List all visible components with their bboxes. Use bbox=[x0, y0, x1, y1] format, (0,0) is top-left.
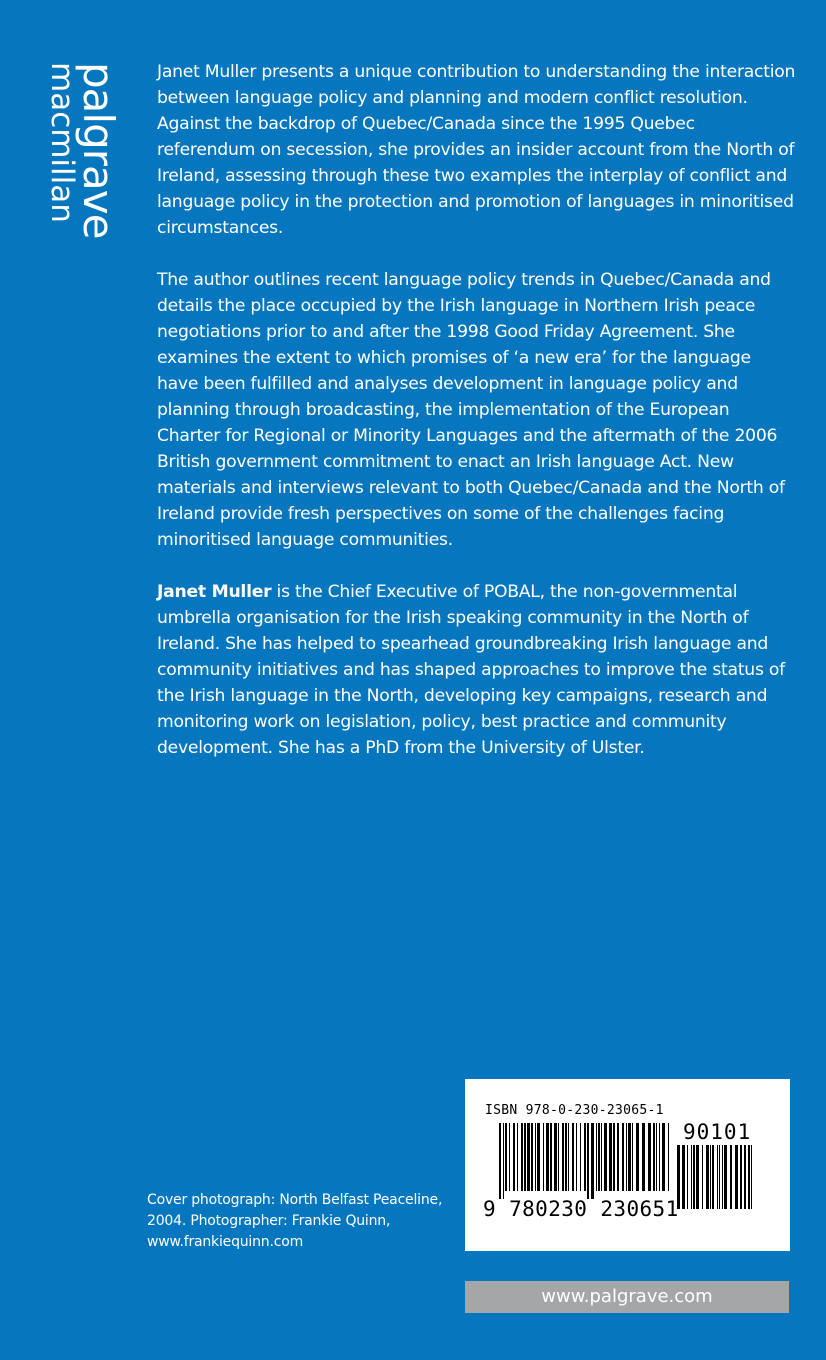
barcode-bar bbox=[558, 1123, 559, 1191]
barcode-main-digits: 9 780230 230651 bbox=[483, 1197, 679, 1221]
barcode-addon-digits: 90101 bbox=[683, 1120, 752, 1144]
barcode-bar bbox=[580, 1123, 581, 1191]
barcode-bar bbox=[524, 1123, 526, 1191]
barcode-bar bbox=[521, 1123, 523, 1191]
isbn-label: ISBN 978-0-230-23065-1 bbox=[485, 1103, 664, 1118]
author-name: Janet Muller bbox=[157, 582, 272, 602]
barcode-bar bbox=[596, 1123, 597, 1191]
barcode-bar bbox=[535, 1123, 536, 1191]
barcode-bar bbox=[591, 1123, 594, 1199]
blurb-paragraph-1: Janet Muller presents a unique contribution to understanding the interaction between language policy and planning and modern conflict resolution. Against the backdrop of Quebec/Canada since the 1995 Quebec referendum on secession, she provides an insider account from the North of Ireland, assessing through these two examples the interplay of conflict and language policy in the protection and promotion of languages in minoritised circumstances. bbox=[157, 62, 796, 238]
barcode-bar bbox=[642, 1123, 645, 1191]
barcode-bar bbox=[717, 1145, 718, 1209]
barcode-bar bbox=[572, 1123, 574, 1191]
barcode-bar bbox=[730, 1145, 732, 1209]
barcode-bar bbox=[710, 1145, 711, 1209]
barcode-bar bbox=[568, 1123, 569, 1191]
barcode-bar bbox=[656, 1123, 657, 1191]
barcode-bar bbox=[513, 1123, 515, 1191]
author-bio: is the Chief Executive of POBAL, the non-governmental umbrella organisation for the Irish speaking community in the North of Ireland. She has helped to spearhead groundbreaking Irish language and community initiatives and has shaped approaches to improve the status of the Irish language in the North, developing key campaigns, research and monitoring work on legislation, policy, best practice and community development. She has a PhD from the University of Ulster. bbox=[157, 582, 785, 758]
barcode-bar bbox=[509, 1123, 510, 1191]
barcode-bar bbox=[722, 1145, 723, 1209]
barcode-bar bbox=[712, 1145, 714, 1209]
barcode-bar bbox=[702, 1145, 703, 1209]
author-bio-paragraph bbox=[157, 579, 797, 761]
barcode-bar bbox=[622, 1123, 624, 1191]
barcode-bar bbox=[653, 1123, 655, 1191]
logo-wordmark-macmillan: macmillan bbox=[44, 62, 80, 223]
blurb-paragraph-2: The author outlines recent language policy trends in Quebec/Canada and details the place occupied by the Irish language in Northern Irish peace negotiations prior to and after the 1998 Good Friday Agreement. She examines the extent to which promises of ‘a new era’ for the language have been fulfilled and analyses development in language policy and planning through broadcasting, the implementation of the European Charter for Regional or Minority Languages and the aftermath of the 2006 British government commitment to enact an Irish language Act. New materials and interviews relevant to both Quebec/Canada and the North of Ireland provide fresh perspectives on some of the challenges facing minoritised language communities. bbox=[157, 270, 785, 550]
barcode-bar bbox=[503, 1123, 504, 1199]
barcode-bar bbox=[562, 1123, 564, 1191]
barcode-bar bbox=[628, 1123, 631, 1191]
barcode-bar bbox=[554, 1123, 557, 1191]
cover-photo-credit: Cover photograph: North Belfast Peaceline, 2004. Photographer: Frankie Quinn, www.frankiequinn.com bbox=[147, 1192, 443, 1250]
barcode-bar bbox=[598, 1123, 600, 1191]
barcode-bar bbox=[724, 1145, 727, 1209]
barcode-bar bbox=[499, 1123, 501, 1199]
barcode-bar bbox=[740, 1145, 742, 1209]
back-cover-blurb bbox=[157, 59, 797, 787]
barcode-bar bbox=[662, 1123, 665, 1191]
isbn-barcode-box bbox=[465, 1079, 790, 1251]
barcode-bar bbox=[531, 1123, 533, 1191]
barcode-bar bbox=[550, 1123, 552, 1191]
website-url[interactable]: www.palgrave.com bbox=[541, 1286, 713, 1307]
barcode-bar bbox=[587, 1123, 589, 1199]
barcode-bar bbox=[751, 1145, 752, 1209]
barcode-bar bbox=[604, 1123, 607, 1191]
barcode-bar bbox=[527, 1123, 530, 1191]
barcode-bar bbox=[632, 1123, 633, 1191]
barcode-bar bbox=[693, 1145, 695, 1209]
barcode-bar bbox=[719, 1145, 720, 1209]
website-bar bbox=[465, 1281, 789, 1313]
barcode-bar bbox=[748, 1145, 750, 1209]
barcode-bar bbox=[626, 1123, 627, 1191]
barcode-bar bbox=[744, 1145, 746, 1209]
barcode-bar bbox=[648, 1123, 651, 1191]
barcode-bar bbox=[601, 1123, 602, 1191]
barcode-bar bbox=[659, 1123, 660, 1191]
barcode-bar bbox=[546, 1123, 549, 1191]
barcode-bar bbox=[609, 1123, 612, 1191]
barcode-bar bbox=[617, 1123, 619, 1191]
logo-wordmark-palgrave: palgrave bbox=[74, 62, 123, 239]
barcode-bar bbox=[696, 1145, 699, 1209]
barcode-bar bbox=[706, 1145, 709, 1209]
barcode-bar bbox=[537, 1123, 540, 1191]
barcode-bar bbox=[584, 1123, 586, 1191]
barcode-bar bbox=[543, 1123, 544, 1191]
barcode-bar bbox=[505, 1123, 507, 1191]
barcode-bar bbox=[735, 1145, 738, 1209]
barcode-bar bbox=[517, 1123, 518, 1191]
barcode-bar bbox=[682, 1145, 685, 1209]
barcode-bar bbox=[687, 1145, 688, 1209]
publisher-logo bbox=[35, 62, 123, 262]
barcode-bar bbox=[668, 1123, 669, 1191]
barcode-bar bbox=[576, 1123, 577, 1191]
barcode-bar bbox=[565, 1123, 567, 1191]
barcode-bar bbox=[636, 1123, 639, 1191]
barcode-bar bbox=[691, 1145, 692, 1209]
barcode-bar bbox=[613, 1123, 615, 1191]
